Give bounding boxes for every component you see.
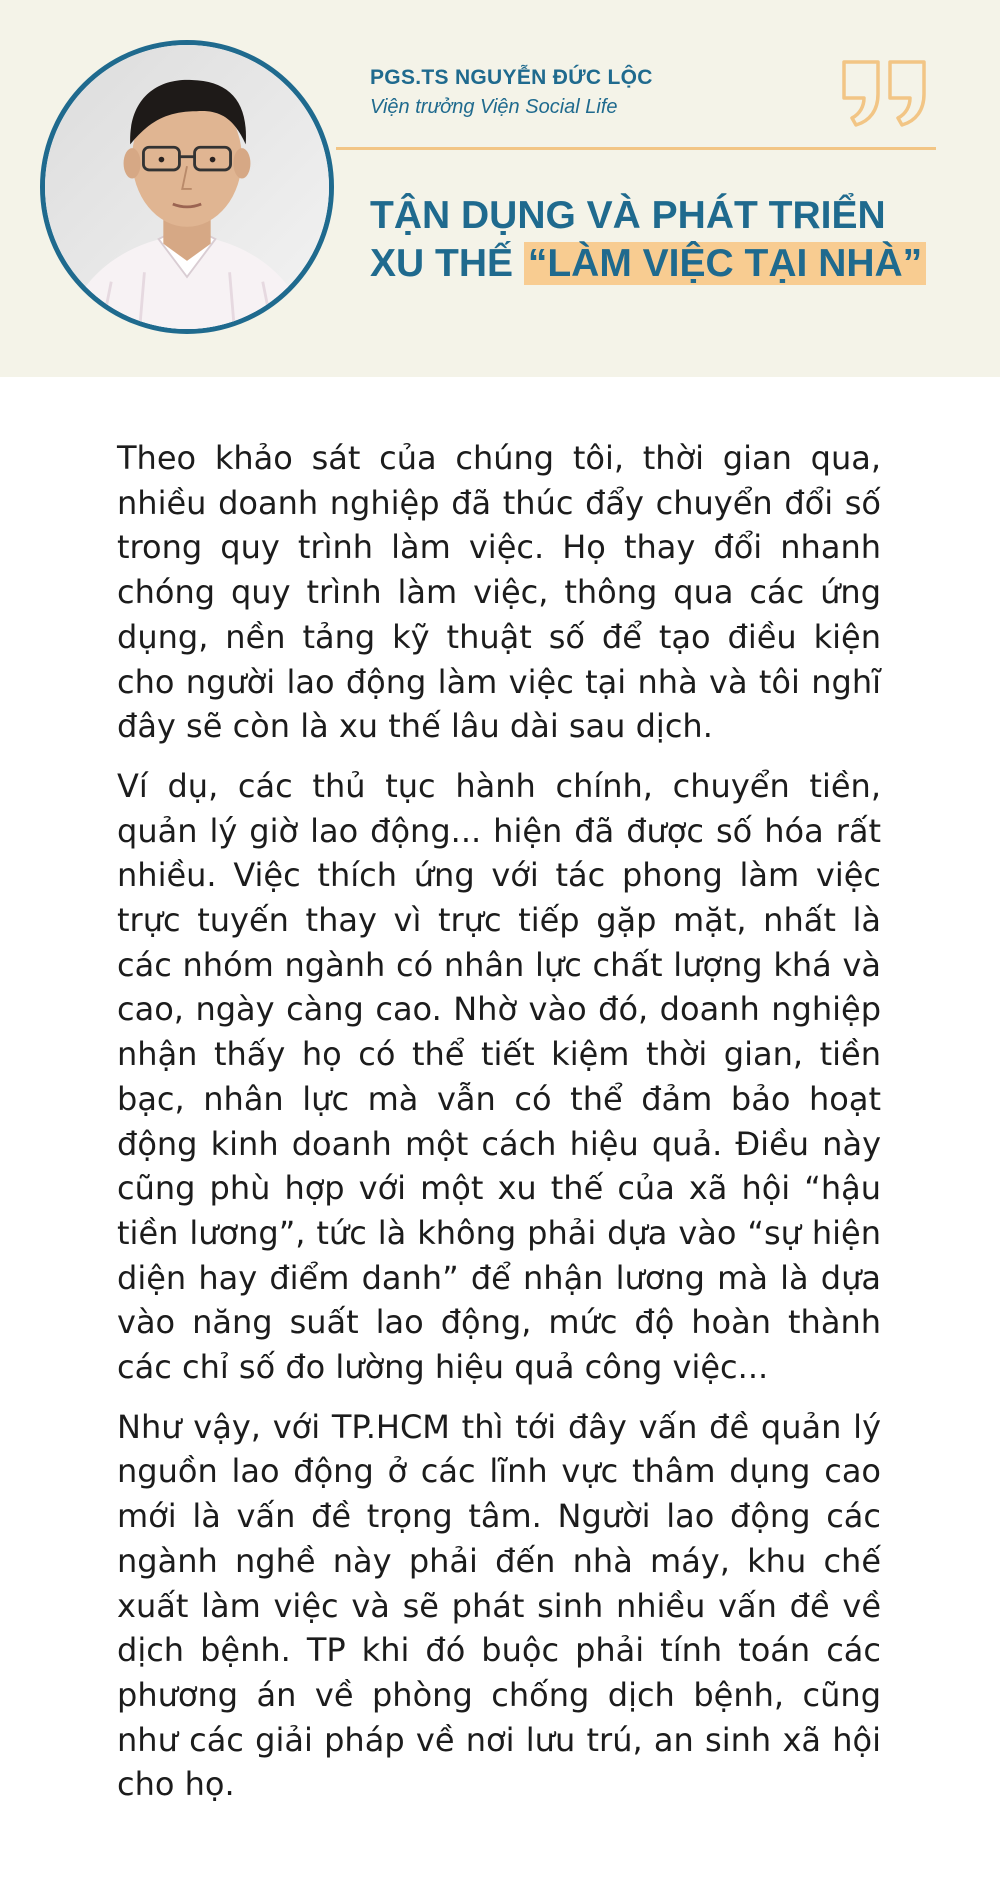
header-panel (0, 0, 1000, 377)
headline-line-2 (370, 240, 926, 288)
paragraph-1: Theo khảo sát của chúng tôi, thời gian qua, nhiều doanh nghiệp đã thúc đẩy chuyển đổi số trong quy trình làm việc. Họ thay đổi nhanh chóng quy trình làm việc, thông qua các ứng dụng, nền tảng kỹ thuật số để tạo điều kiện cho người lao động làm việc tại nhà và tôi nghĩ đây sẽ còn là xu thế lâu dài sau dịch. (117, 439, 881, 746)
author-avatar (40, 40, 334, 334)
paragraph-2: Ví dụ, các thủ tục hành chính, chuyển tiền, quản lý giờ lao động... hiện đã được số hóa rất nhiều. Việc thích ứng với tác phong làm việc trực tuyến thay vì trực tiếp gặp mặt, nhất là các nhóm ngành có nhân lực chất lượng khá và cao, ngày càng cao. Nhờ vào đó, doanh nghiệp nhận thấy họ có thể tiết kiệm thời gian, tiền bạc, nhân lực mà vẫn có thể đảm bảo hoạt động kinh doanh một cách hiệu quả. Điều này cũng phù hợp với một xu thế của xã hội “hậu tiền lương”, tức là không phải dựa vào “sự hiện diện hay điểm danh” để nhận lương mà là dựa vào năng suất lao động, mức độ hoàn thành các chỉ số đo lường hiệu quả công việc... (117, 766, 881, 1387)
headline (370, 192, 926, 288)
article-body (117, 436, 881, 1822)
headline-line-1: TẬN DỤNG VÀ PHÁT TRIỂN (370, 194, 886, 237)
closing-quote-icon (840, 58, 930, 128)
headline-line-2-prefix: XU THẾ (370, 242, 514, 285)
header-divider (336, 147, 936, 150)
person-portrait-icon (45, 45, 329, 329)
headline-highlight: “LÀM VIỆC TẠI NHÀ” (524, 242, 926, 285)
paragraph-3: Như vậy, với TP.HCM thì tới đây vấn đề quản lý nguồn lao động ở các lĩnh vực thâm dụng cao mới là vấn đề trọng tâm. Người lao động các ngành nghề này phải đến nhà máy, khu chế xuất làm việc và sẽ phát sinh nhiều vấn đề về dịch bệnh. TP khi đó buộc phải tính toán các phương án về phòng chống dịch bệnh, cũng như các giải pháp về nơi lưu trú, an sinh xã hội cho họ. (117, 1407, 881, 1804)
author-role: Viện trưởng Viện Social Life (370, 96, 618, 118)
author-name: PGS.TS NGUYỄN ĐỨC LỘC (370, 66, 653, 89)
